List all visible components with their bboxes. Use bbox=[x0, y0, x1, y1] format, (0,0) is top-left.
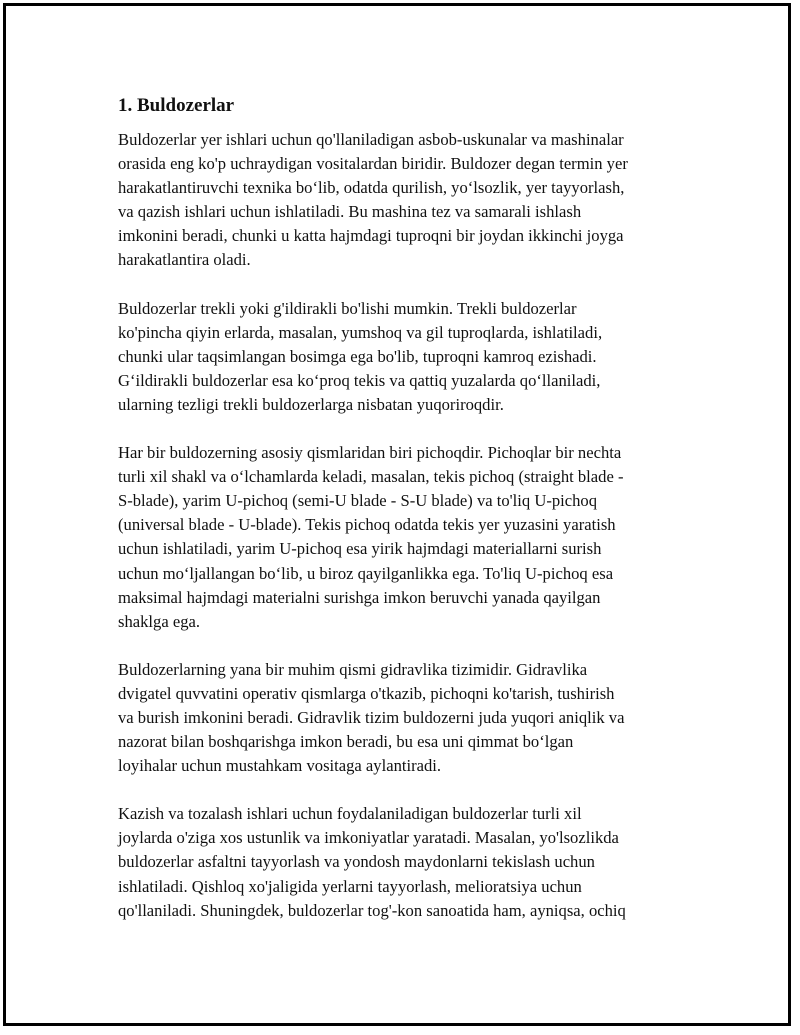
section-heading: 1. Buldozerlar bbox=[118, 95, 235, 116]
paragraph-applications: Kazish va tozalash ishlari uchun foydalaniladigan buldozerlar turli xil joylarda o'ziga xos ustunlik va imkoniyatlar yaratadi. Masalan, yo'lsozlikda buldozerlar asfaltni tayyorlash va yondosh maydonlarni tekislash uchun ishlatiladi. Qishloq xo'jaligida yerlarni tayyorlash, melioratsiya uchun qo'llaniladi. Shuningdek, buldozerlar tog'-kon sanoatida ham, ayniqsa, ochiq bbox=[118, 804, 626, 920]
paragraph-hydraulics: Buldozerlarning yana bir muhim qismi gidravlika tizimidir. Gidravlika dvigatel quvvatini operativ qismlarga o'tkazib, pichoqni ko'tarish, tushirish va burish imkonini beradi. Gidravlik tizim buldozerni juda yuqori aniqlik va nazorat bilan boshqarishga imkon beradi, bu esa uni qimmat bo‘lgan loyihalar uchun mustahkam vositaga aylantiradi. bbox=[118, 659, 625, 776]
paragraph-intro: Buldozerlar yer ishlari uchun qo'llaniladigan asbob-uskunalar va mashinalar orasida eng ko'p uchraydigan vositalardan biridir. Buldozer degan termin yer harakatlantiruvchi texnika bo‘lib, odatda qurilish, yo‘lsozlik, yer tayyorlash, va qazish ishlari uchun ishlatiladi. Bu mashina tez va samarali ishlash imkonini beradi, chunki u katta hajmdagi tuproqni bir joydan ikkinchi joyga harakatlantira oladi. bbox=[118, 130, 628, 270]
document-body bbox=[118, 92, 688, 947]
paragraph-track-wheel: Buldozerlar trekli yoki g'ildirakli bo'lishi mumkin. Trekli buldozerlar ko'pincha qiyin erlarda, masalan, yumshoq va gil tuproqlarda, ishlatiladi, chunki ular taqsimlangan bosimga ega bo'lib, tuproqni kamroq ezishadi. G‘ildirakli buldozerlar esa ko‘proq tekis va qattiq yuzalarda qo‘llaniladi, ularning tezligi trekli buldozerlarga nisbatan yuqoriroqdir. bbox=[118, 298, 603, 414]
paragraph-blades: Har bir buldozerning asosiy qismlaridan biri pichoqdir. Pichoqlar bir nechta turli xil shakl va o‘lchamlarda keladi, masalan, tekis pichoq (straight blade - S-blade), yarim U-pichoq (semi-U blade - S-U blade) va to'liq U-pichoq (universal blade - U-blade). Tekis pichoq odatda tekis yer yuzasini yaratish uchun ishlatiladi, yarim U-pichoq esa yirik hajmdagi materiallarni surish uchun mo‘ljallangan bo‘lib, u biroz qayilganlikka ega. To'liq U-pichoq esa maksimal hajmdagi materialni surishga imkon beruvchi yanada qayilgan shaklga ega. bbox=[118, 443, 624, 631]
